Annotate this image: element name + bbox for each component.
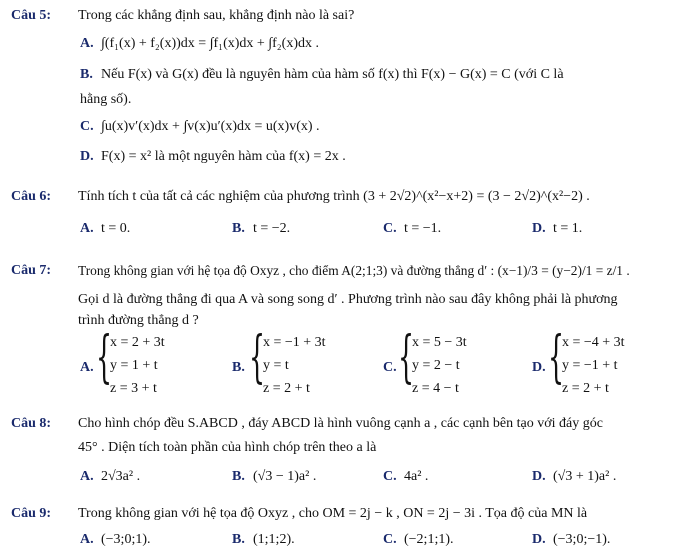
option-text: t = 1. xyxy=(553,221,583,236)
option-text: (√3 − 1)a² . xyxy=(253,469,317,484)
brace-icon: { xyxy=(249,325,266,390)
option-label: B. xyxy=(232,360,245,375)
option-label: A. xyxy=(80,36,94,51)
option-text: (−3;0;1). xyxy=(101,532,151,547)
question-stem: Tính tích t của tất cả các nghiệm của phương trình (3 + 2√2)^(x²−x+2) = (3 − 2√2)^(x²−2) . xyxy=(78,189,590,204)
option-text: (√3 + 1)a² . xyxy=(553,469,617,484)
option-text: F(x) = x² là một nguyên hàm của f(x) = 2x . xyxy=(101,149,346,164)
question-stem-continued: trình đường thẳng d ? xyxy=(78,313,199,328)
question-number: Câu 8: xyxy=(11,416,52,431)
equation-line: x = 5 − 3t xyxy=(412,335,467,350)
option-text: 4a² . xyxy=(404,469,429,484)
brace-icon: { xyxy=(398,325,415,390)
option-text: t = −1. xyxy=(404,221,442,236)
option-text: Nếu F(x) và G(x) đều là nguyên hàm của hàm số f(x) thì F(x) − G(x) = C (với C là xyxy=(101,67,564,82)
question-number: Câu 6: xyxy=(11,189,52,204)
brace-icon: { xyxy=(96,325,113,390)
question-number: Câu 9: xyxy=(11,506,52,521)
question-stem: Trong không gian với hệ tọa độ Oxyz , cho OM = 2j − k , ON = 2j − 3i . Tọa độ của MN là xyxy=(78,506,588,521)
option-label: B. xyxy=(232,532,245,547)
equation-line: z = 3 + t xyxy=(110,381,157,396)
option-label: A. xyxy=(80,221,94,236)
option-label: C. xyxy=(383,221,397,236)
option-label: D. xyxy=(532,469,546,484)
equation-line: z = 4 − t xyxy=(412,381,459,396)
option-text: ∫(f₁(x) + f₂(x))dx = ∫f₁(x)dx + ∫f₂(x)dx . xyxy=(101,36,319,51)
option-label: D. xyxy=(80,149,94,164)
equation-line: y = t xyxy=(263,358,289,373)
option-label: A. xyxy=(80,532,94,547)
option-text: (−3;0;−1). xyxy=(553,532,611,547)
question-number: Câu 7: xyxy=(11,263,52,278)
option-label: B. xyxy=(232,221,245,236)
option-text: t = −2. xyxy=(253,221,291,236)
option-label: C. xyxy=(383,532,397,547)
option-text: ∫u(x)v′(x)dx + ∫v(x)u′(x)dx = u(x)v(x) . xyxy=(101,119,320,134)
question-stem: Cho hình chóp đều S.ABCD , đáy ABCD là hình vuông cạnh a , các cạnh bên tạo với đáy góc xyxy=(78,416,603,431)
option-label: C. xyxy=(383,360,397,375)
equation-line: y = 2 − t xyxy=(412,358,460,373)
question-stem: Trong các khẳng định sau, khẳng định nào là sai? xyxy=(78,8,355,23)
equation-line: z = 2 + t xyxy=(562,381,609,396)
equation-line: x = −4 + 3t xyxy=(562,335,625,350)
option-text: (−2;1;1). xyxy=(404,532,454,547)
question-stem: Trong không gian với hệ tọa độ Oxyz , cho điểm A(2;1;3) và đường thẳng d′ : (x−1)/3 = (y−2)/1 = z/1 . xyxy=(78,263,630,278)
option-label: B. xyxy=(80,67,93,82)
option-text: 2√3a² . xyxy=(101,469,141,484)
equation-line: x = −1 + 3t xyxy=(263,335,326,350)
equation-line: y = −1 + t xyxy=(562,358,618,373)
option-text-continued: hằng số). xyxy=(80,92,132,107)
equation-line: x = 2 + 3t xyxy=(110,335,165,350)
option-label: C. xyxy=(80,119,94,134)
equation-line: y = 1 + t xyxy=(110,358,158,373)
question-number: Câu 5: xyxy=(11,8,52,23)
option-label: D. xyxy=(532,360,546,375)
option-text: t = 0. xyxy=(101,221,131,236)
option-label: A. xyxy=(80,360,94,375)
question-stem-continued: Gọi d là đường thẳng đi qua A và song song d′ . Phương trình nào sau đây không phải là phương xyxy=(78,292,618,307)
equation-line: z = 2 + t xyxy=(263,381,310,396)
option-text: (1;1;2). xyxy=(253,532,295,547)
option-label: D. xyxy=(532,532,546,547)
option-label: D. xyxy=(532,221,546,236)
question-stem-continued: 45° . Diện tích toàn phần của hình chóp trên theo a là xyxy=(78,440,377,455)
option-label: A. xyxy=(80,469,94,484)
option-label: B. xyxy=(232,469,245,484)
brace-icon: { xyxy=(548,325,565,390)
option-label: C. xyxy=(383,469,397,484)
